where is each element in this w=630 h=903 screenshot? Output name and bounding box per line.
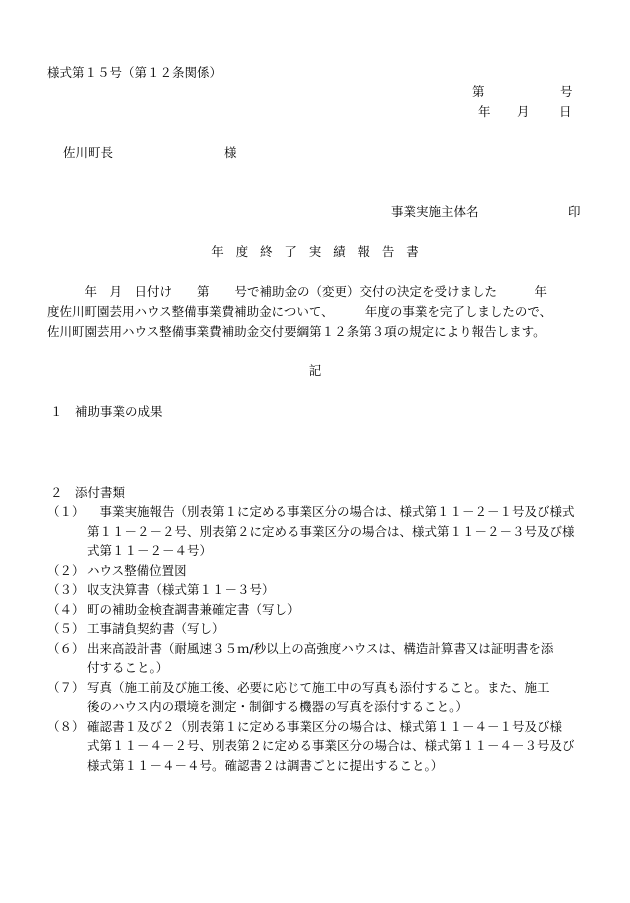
item-text-line: 出来高設計書（耐風速３５ｍ/秒以上の高強度ハウスは、構造計算書又は証明書を添 [87,640,554,656]
list-item [47,600,597,620]
date-day-label: 日 [559,104,572,119]
section-1-heading: １ 補助事業の成果 [50,404,163,419]
item-text-line: 写真（施工前及び施工後、必要に応じて施工中の写真も添付すること。また、施工 [87,679,550,695]
body-paragraph [47,282,587,342]
item-text-line: 事業実施報告（別表第１に定める事業区分の場合は、様式第１１－２－１号及び様式 [87,504,575,519]
addressee-honorific: 様 [224,145,237,160]
list-item [47,639,597,678]
item-text-line: 式第１１－４－２号、別表第２に定める事業区分の場合は、様式第１１－４－３号及び [87,738,575,753]
section-2-heading: ２ 添付書類 [50,485,126,500]
item-text-line: 式第１１－２－４号） [87,543,213,558]
item-text-line: ハウス整備位置図 [87,562,187,578]
list-item [47,678,597,717]
list-item [47,502,597,561]
addressee-name: 佐川町長 [63,145,114,160]
body-line: 度佐川町園芸用ハウス整備事業費補助金について、 年度の事業を完了しましたので、 [47,304,553,319]
item-number: （２） [47,562,85,578]
attachment-list [47,502,597,775]
item-number: （５） [47,621,85,636]
form-number: 様式第１５号（第１２条関係） [47,65,223,80]
ki-heading: 記 [308,363,322,378]
item-text-line: 後のハウス内の環境を測定・制御する機器の写真を添付すること。） [87,699,468,714]
item-text-line: 確認書１及び２（別表第１に定める事業区分の場合は、様式第１１－４－１号及び様 [87,718,563,734]
list-item [47,717,597,776]
item-number: （８） [47,718,85,734]
body-line: 佐川町園芸用ハウス整備事業費補助金交付要綱第１２条第３項の規定により報告します。 [47,324,546,339]
item-text-line: 様式第１１－４－４号。確認書２は調書ごとに提出すること。） [87,757,444,773]
list-item [47,580,597,600]
list-item [47,561,597,581]
date-year-label: 年 [478,104,491,119]
applicant-label: 事業実施主体名 [391,204,479,219]
item-text-line: 町の補助金検査調書兼確定書（写し） [87,601,300,617]
list-item [47,619,597,639]
body-line: 年 月 日付け 第 号で補助金の（変更）交付の決定を受けました 年 [47,284,548,299]
item-number: （４） [47,601,85,617]
item-text-line: 第１１－２－２号、別表第２に定める事業区分の場合は、様式第１１－２－３号及び様 [87,523,575,539]
item-text-line: 収支決算書（様式第１１－３号） [87,582,275,597]
document-title: 年度終了実績報告書 [211,244,431,259]
item-number: （１） [47,504,85,519]
item-text-line: 工事請負契約書（写し） [87,621,225,636]
seal-mark: 印 [568,204,581,219]
doc-number-suffix: 号 [560,84,573,99]
item-number: （３） [47,582,85,597]
item-text-line: 付すること。） [87,660,169,675]
item-number: （６） [47,640,85,656]
date-month-label: 月 [517,104,530,119]
doc-number-prefix: 第 [472,84,485,99]
item-number: （７） [47,679,85,695]
